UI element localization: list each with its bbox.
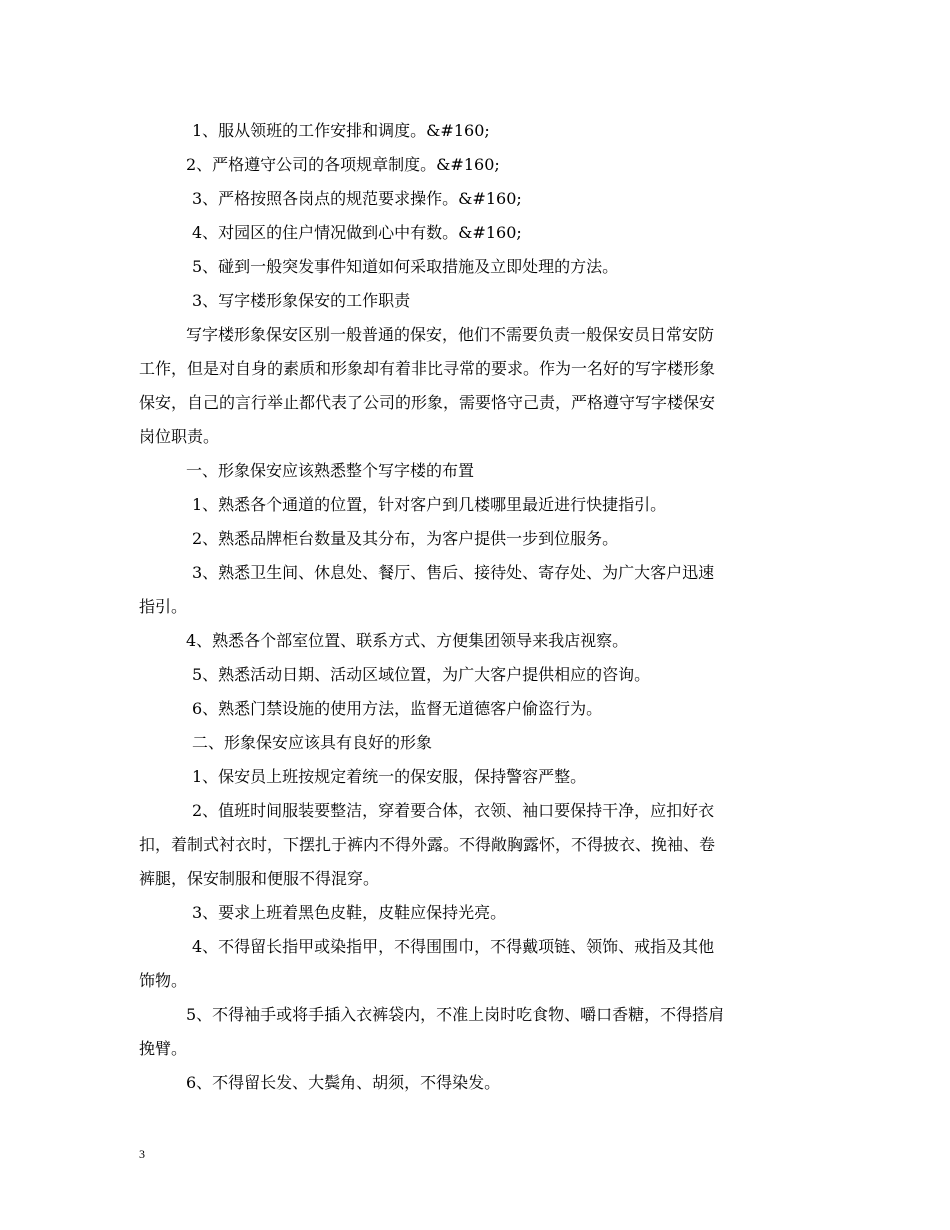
paragraph-line: 岗位职责。 xyxy=(139,427,220,446)
text-line: 挽臂。 xyxy=(139,1039,188,1058)
text-line: 1、熟悉各个通道的位置，针对客户到几楼哪里最近进行快捷指引。 xyxy=(192,495,667,514)
text-line: 2、严格遵守公司的各项规章制度。&#160; xyxy=(186,155,500,174)
paragraph-line: 保安，自己的言行举止都代表了公司的形象，需要恪守己责，严格遵守写字楼保安 xyxy=(139,393,716,412)
text-line: 3、熟悉卫生间、休息处、餐厅、售后、接待处、寄存处、为广大客户迅速 xyxy=(192,563,715,582)
section-heading: 3、写字楼形象保安的工作职责 xyxy=(192,291,411,310)
text-line: 饰物。 xyxy=(139,971,188,990)
text-line: 6、熟悉门禁设施的使用方法，监督无道德客户偷盗行为。 xyxy=(192,699,603,718)
text-line: 2、熟悉品牌柜台数量及其分布，为客户提供一步到位服务。 xyxy=(192,529,619,548)
text-line: 裤腿，保安制服和便服不得混穿。 xyxy=(139,869,380,888)
text-line: 2、值班时间服装要整洁，穿着要合体，衣领、袖口要保持干净，应扣好衣 xyxy=(192,801,715,820)
section-heading: 一、形象保安应该熟悉整个写字楼的布置 xyxy=(186,461,475,480)
paragraph-line: 工作，但是对自身的素质和形象却有着非比寻常的要求。作为一名好的写字楼形象 xyxy=(139,359,716,378)
text-line: 4、熟悉各个部室位置、联系方式、方便集团领导来我店视察。 xyxy=(186,631,629,650)
text-line: 5、不得袖手或将手插入衣裤袋内，不准上岗时吃食物、嚼口香糖，不得搭肩 xyxy=(186,1005,725,1024)
text-line: 5、碰到一般突发事件知道如何采取措施及立即处理的方法。 xyxy=(192,257,619,276)
text-line: 5、熟悉活动日期、活动区域位置，为广大客户提供相应的咨询。 xyxy=(192,665,651,684)
text-line: 6、不得留长发、大鬓角、胡须，不得染发。 xyxy=(186,1073,501,1092)
text-line: 4、不得留长指甲或染指甲，不得围围巾，不得戴项链、领饰、戒指及其他 xyxy=(192,937,715,956)
text-line: 1、服从领班的工作安排和调度。&#160; xyxy=(192,121,490,140)
text-line: 4、对园区的住户情况做到心中有数。&#160; xyxy=(192,223,522,242)
text-line: 3、要求上班着黑色皮鞋，皮鞋应保持光亮。 xyxy=(192,903,507,922)
paragraph-line: 写字楼形象保安区别一般普通的保安，他们不需要负责一般保安员日常安防 xyxy=(186,325,715,344)
text-line: 3、严格按照各岗点的规范要求操作。&#160; xyxy=(192,189,522,208)
section-heading: 二、形象保安应该具有良好的形象 xyxy=(192,733,433,752)
text-line: 1、保安员上班按规定着统一的保安服，保持警容严整。 xyxy=(192,767,587,786)
page-number: 3 xyxy=(139,1147,145,1161)
text-line: 指引。 xyxy=(139,597,188,616)
text-line: 扣，着制式衬衣时，下摆扎于裤内不得外露。不得敞胸露怀，不得披衣、挽袖、卷 xyxy=(139,835,716,854)
